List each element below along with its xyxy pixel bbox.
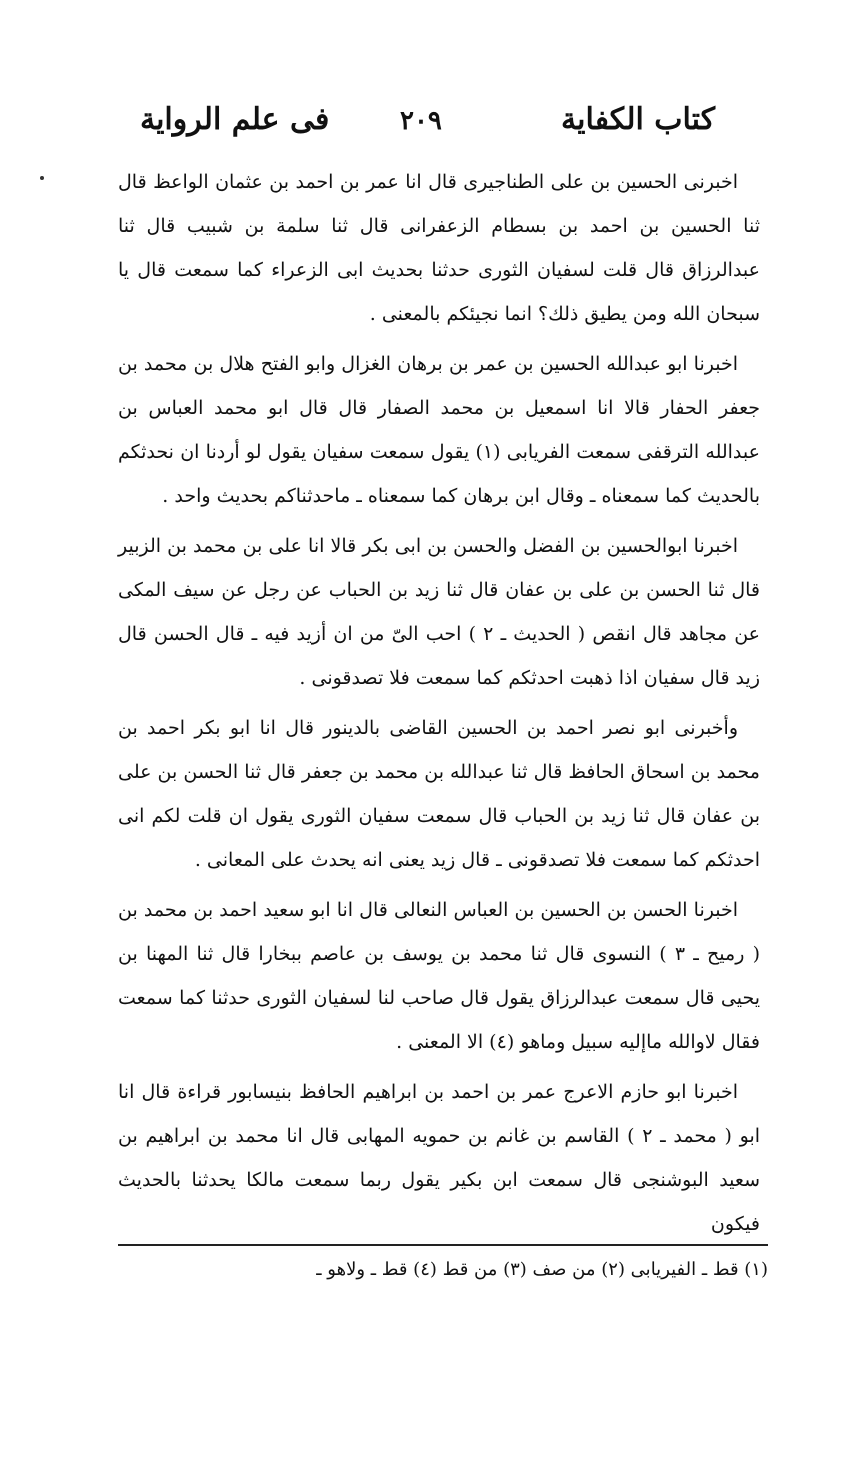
footnote-divider — [118, 1244, 768, 1246]
subject-title: فى علم الرواية — [140, 102, 330, 137]
stray-ink-mark — [40, 176, 44, 180]
paragraph: وأخبرنى ابو نصر احمد بن الحسين القاضى بالدينور قال انا ابو بكر احمد بن محمد بن اسحاق الحافظ قال ثنا عبدالله بن محمد بن جعفر قال ثنا الحسن بن على بن عفان قال ثنا زيد بن الحباب قال سمعت سفيان الثورى يقول ان قلت لكم انى احدثكم كما سمعت فلا تصدقونى ـ قال زيد يعنى انه يحدث على المعانى . — [118, 717, 760, 871]
page-header — [140, 102, 715, 154]
paragraph: اخبرنا ابو حازم الاعرج عمر بن احمد بن ابراهيم الحافظ بنيسابور قراءة قال انا ابو ( محمد ـ ٢ ) القاسم بن غانم بن حمويه المهابى قال انا محمد بن ابراهيم بن سعيد البوشنجى قال سمعت ابن بكير يقول ربما سمعت مالكا يحدثنا بالحديث فيكون — [118, 1081, 761, 1235]
page-number: ٢٠٩ — [400, 106, 442, 136]
paragraph: اخبرنى الحسين بن على الطناجيرى قال انا عمر بن احمد بن عثمان الواعظ قال ثنا الحسين بن احمد بن بسطام الزعفرانى قال ثنا سلمة بن شبيب قال ثنا عبدالرزاق قال قلت لسفيان الثورى حدثنا بحديث ابى الزعراء كما سمعت قال يا سبحان الله ومن يطيق ذلك؟ انما نجيئكم بالمعنى . — [118, 171, 760, 325]
paragraph: اخبرنا ابوالحسين بن الفضل والحسن بن ابى بكر قالا انا على بن محمد بن الزبير قال ثنا الحسن بن على بن عفان قال ثنا زيد بن الحباب عن رجل عن سيف المكى عن مجاهد قال انقص ( الحديث ـ ٢ ) احب الىّ من ان أزيد فيه ـ قال الحسن قال زيد قال سفيان اذا ذهبت احدثكم كما سمعت فلا تصدقونى . — [118, 535, 760, 689]
book-title: كتاب الكفاية — [561, 102, 715, 137]
footnotes: (١) قط ـ الفيريابى (٢) من صف (٣) من قط (٤) قط ـ ولاهو ـ — [316, 1259, 768, 1280]
paragraph: اخبرنا ابو عبدالله الحسين بن عمر بن برهان الغزال وابو الفتح هلال بن محمد بن جعفر الحفار قالا انا اسمعيل بن محمد الصفار قال قال ابو محمد العباس بن عبدالله الترقفى سمعت الفريابى (١) يقول سمعت سفيان يقول لو أردنا ان نحدثكم بالحديث كما سمعناه ـ وقال ابن برهان كما سمعناه ـ ماحدثناكم بحديث واحد . — [118, 353, 760, 507]
main-text — [118, 160, 760, 1246]
paragraph: اخبرنا الحسن بن الحسين بن العباس النعالى قال انا ابو سعيد احمد بن محمد بن ( رميح ـ ٣ ) النسوى قال ثنا محمد بن يوسف بن عاصم ببخارا قال ثنا المهنا بن يحيى قال سمعت عبدالرزاق يقول قال صاحب لنا لسفيان الثورى حدثنا كما سمعت فقال لاوالله ماإليه سبيل وماهو (٤) الا المعنى . — [118, 899, 760, 1053]
